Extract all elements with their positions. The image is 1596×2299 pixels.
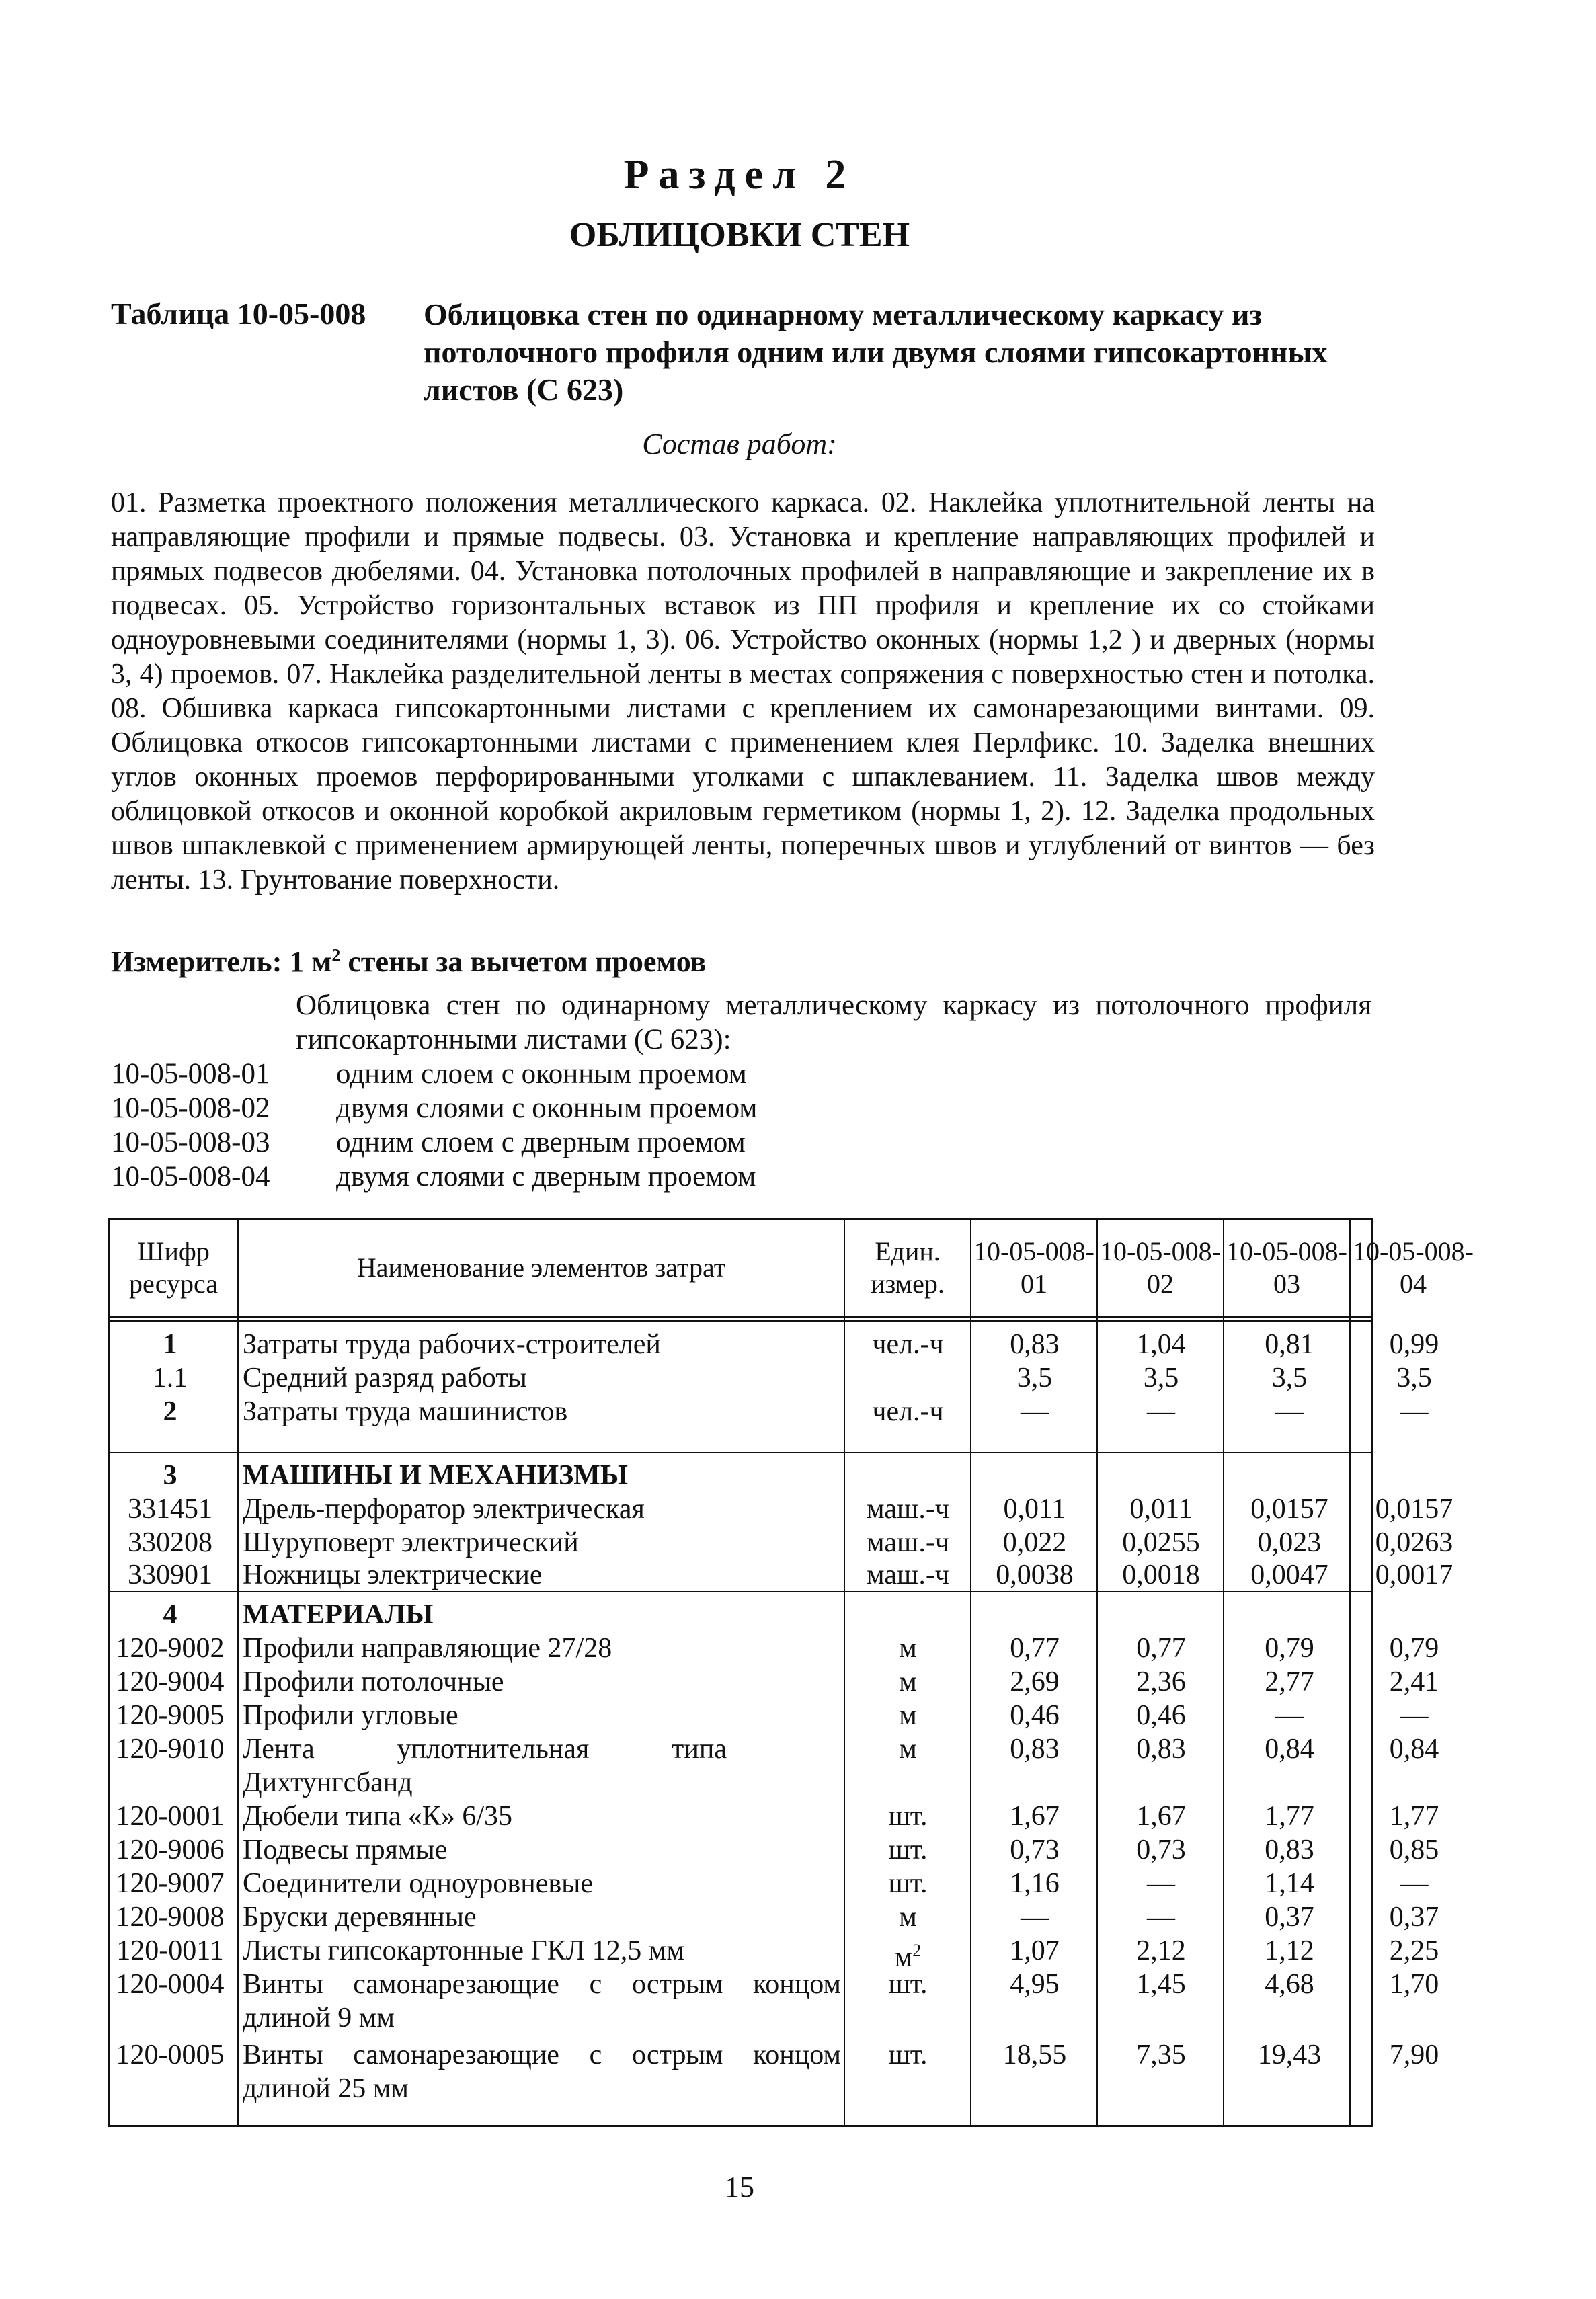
row-name: Листы гипсокартонные ГКЛ 12,5 мм: [243, 1935, 684, 1966]
row-v4: 2,41: [1389, 1666, 1439, 1697]
row-v2: 1,67: [1136, 1801, 1186, 1832]
row-v2: —: [1147, 1902, 1175, 1933]
row-v3: 0,023: [1257, 1527, 1322, 1558]
row-unit: маш.-ч: [867, 1494, 949, 1525]
row-v2: 0,46: [1136, 1700, 1186, 1731]
row-name: Бруски деревянные: [243, 1902, 477, 1933]
row-v1: 4,95: [1010, 1969, 1060, 2000]
unit-text: м: [894, 1942, 913, 1973]
row-v3: —: [1275, 1700, 1304, 1731]
row-name: Затраты труда машинистов: [243, 1396, 568, 1427]
norm-item: [111, 1125, 758, 1160]
row-v1: 0,46: [1010, 1700, 1060, 1731]
row-v3: 0,79: [1265, 1633, 1314, 1664]
row-name: Дрель-перфоратор электрическая: [243, 1494, 645, 1525]
norm-code: 10-05-008-02: [111, 1092, 270, 1124]
header-code: Шифр ресурса: [129, 1236, 218, 1299]
composition-text: 01. Разметка проектного положения металлического каркаса. 02. Наклейка уплотнительной ленты на направляющие профили и прямые подвесы. 03. Установка и крепление направляющих профилей и прямых подвесов дюбелями. 04. Установка потолочных профилей в направляющие и закрепление их в подвесах. 05. Устройство горизонтальных вставок из ПП профиля и крепление их со стойками одноуровневыми соединителями (нормы 1, 3). 06. Устройство оконных (нормы 1,2 ) и дверных (нормы 3, 4) проемов. 07. Наклейка разделительной ленты в местах сопряжения с поверхностью стен и потолка. 08. Обшивка каркаса гипсокартонными листами с креплением их самонарезающими винтами. 09. Облицовка откосов гипсокартонными листами с применением клея Перлфикс. 10. Заделка внешних углов оконных проемов перфорированными уголками с шпаклеванием. 11. Заделка швов между облицовкой откосов и оконной коробкой акриловым герметиком (нормы 1, 2). 12. Заделка продольных швов шпаклевкой с применением армирующей ленты, поперечных швов и углублений от винтов — без ленты. 13. Грунтование поверхности.: [111, 487, 1375, 895]
row-v1: 0,83: [1010, 1734, 1060, 1765]
row-v1: —: [1021, 1902, 1049, 1933]
row-v2: 2,12: [1136, 1935, 1186, 1966]
row-v4: 0,85: [1389, 1834, 1439, 1865]
row-v2: —: [1147, 1396, 1175, 1427]
row-v2: 2,36: [1136, 1666, 1186, 1697]
row-name: Подвесы прямые: [243, 1834, 448, 1865]
row-v1: 1,07: [1010, 1935, 1060, 1966]
row-code: 120-9005: [116, 1700, 225, 1731]
row-unit: шт.: [888, 1868, 928, 1899]
page-number: 15: [725, 2171, 754, 2204]
meter-suffix: стены за вычетом проемов: [340, 945, 707, 978]
row-v3: 0,81: [1265, 1329, 1314, 1360]
column-divider: [844, 1220, 845, 2125]
row-v4: 0,0263: [1375, 1527, 1453, 1558]
row-v1: 0,73: [1010, 1834, 1060, 1865]
row-unit: м: [899, 1666, 917, 1697]
row-code: 1.1: [152, 1363, 188, 1394]
row-unit: маш.-ч: [867, 1560, 949, 1590]
section-heading: МАТЕРИАЛЫ: [243, 1599, 434, 1630]
row-v2: 0,77: [1136, 1633, 1186, 1664]
row-v1: 0,011: [1003, 1494, 1066, 1525]
row-name: Дюбели типа «К» 6/35: [243, 1801, 513, 1832]
row-v4: —: [1400, 1396, 1429, 1427]
norm-item: [111, 1057, 758, 1091]
row-code: 3: [163, 1460, 177, 1491]
header-divider: [110, 1316, 1371, 1318]
row-code: 120-9010: [116, 1734, 225, 1765]
row-v3: 0,37: [1265, 1902, 1314, 1933]
row-v4: 0,0157: [1375, 1494, 1453, 1525]
header-unit: Един. измер.: [871, 1236, 945, 1299]
table-label: Таблица 10-05-008: [111, 296, 366, 331]
row-code: 120-9006: [116, 1834, 225, 1865]
row-v3: 0,83: [1265, 1834, 1314, 1865]
row-v4: 0,79: [1389, 1633, 1439, 1664]
row-v4: 0,99: [1389, 1329, 1439, 1360]
row-unit: шт.: [888, 1801, 928, 1832]
row-v2: 0,73: [1136, 1834, 1186, 1865]
row-code: 120-9004: [116, 1666, 225, 1697]
row-v1: 1,16: [1010, 1868, 1060, 1899]
row-unit: м: [899, 1902, 917, 1933]
row-v2: 3,5: [1143, 1363, 1179, 1394]
row-v1: 2,69: [1010, 1666, 1060, 1697]
row-v3: 1,12: [1265, 1935, 1314, 1966]
unit-sup: 2: [912, 1941, 922, 1960]
norm-text: одним слоем с оконным проемом: [336, 1058, 747, 1090]
header-name: Наименование элементов затрат: [356, 1252, 726, 1283]
norms-list: [111, 1057, 758, 1194]
row-code: 120-9007: [116, 1868, 225, 1899]
row-v2: 0,0018: [1122, 1560, 1200, 1590]
header-v2: 10-05-008-02: [1100, 1236, 1221, 1299]
row-name: Винты самонарезающие с острым концом длиной 9 мм: [243, 1969, 841, 2033]
row-code: 120-0001: [116, 1801, 225, 1832]
row-name: Соединители одноуровневые: [243, 1868, 594, 1899]
row-unit: шт.: [888, 2040, 928, 2070]
row-name: Ножницы электрические: [243, 1560, 543, 1590]
row-v4: 7,90: [1389, 2040, 1439, 2070]
row-v3: 19,43: [1257, 2040, 1322, 2070]
composition-heading: Состав работ:: [642, 428, 837, 460]
row-v3: 0,84: [1265, 1734, 1314, 1765]
row-v1: 0,022: [1002, 1527, 1067, 1558]
row-v1: 0,77: [1010, 1633, 1060, 1664]
row-v4: 0,84: [1389, 1734, 1439, 1765]
row-v2: 1,04: [1136, 1329, 1186, 1360]
norm-text: двумя слоями с дверным проемом: [336, 1161, 756, 1193]
meter-line: [111, 944, 706, 979]
row-name: Винты самонарезающие с острым концом длиной 25 мм: [243, 2040, 841, 2104]
row-code: 2: [163, 1396, 177, 1427]
row-unit: чел.-ч: [872, 1396, 944, 1427]
row-v3: 1,14: [1265, 1868, 1314, 1899]
row-v3: —: [1275, 1396, 1304, 1427]
row-v1: —: [1021, 1396, 1049, 1427]
column-divider: [237, 1220, 239, 2125]
row-v2: 0,83: [1136, 1734, 1186, 1765]
row-v3: 0,0157: [1250, 1494, 1328, 1525]
row-v4: 0,0017: [1375, 1560, 1453, 1590]
header-divider: [110, 1320, 1371, 1322]
row-code: 330208: [128, 1527, 212, 1558]
row-code: 4: [163, 1599, 177, 1630]
row-unit: шт.: [888, 1969, 928, 2000]
norm-text: двумя слоями с оконным проемом: [336, 1092, 758, 1124]
row-v1: 0,0038: [996, 1560, 1074, 1590]
row-v2: —: [1147, 1868, 1175, 1899]
section-heading: МАШИНЫ И МЕХАНИЗМЫ: [243, 1460, 629, 1491]
row-name: Профили направляющие 27/28: [243, 1633, 612, 1664]
row-v1: 18,55: [1002, 2040, 1067, 2070]
meter-prefix: Измеритель: 1 м: [111, 945, 332, 978]
row-name: Шуруповерт электрический: [243, 1527, 579, 1558]
header-v3: 10-05-008-03: [1226, 1236, 1347, 1299]
row-v4: 3,5: [1396, 1363, 1432, 1394]
row-v4: 1,70: [1389, 1969, 1439, 2000]
row-code: 120-0004: [116, 1969, 225, 2000]
row-name: Средний разряд работы: [243, 1363, 527, 1394]
row-name: Затраты труда рабочих-строителей: [243, 1329, 661, 1360]
row-unit: м: [899, 1734, 917, 1765]
section-label: Раздел 2: [623, 152, 856, 198]
row-unit: чел.-ч: [872, 1329, 944, 1360]
row-code: 120-0011: [116, 1935, 224, 1966]
row-v3: 1,77: [1265, 1801, 1314, 1832]
norms-description: Облицовка стен по одинарному металлическому каркасу из потолочного профиля гипсокартонными листами (С 623):: [296, 990, 1371, 1055]
row-v3: 2,77: [1265, 1666, 1314, 1697]
norm-item: [111, 1160, 758, 1194]
row-v1: 0,83: [1010, 1329, 1060, 1360]
norm-code: 10-05-008-03: [111, 1127, 270, 1158]
resource-table: [108, 1218, 1474, 2127]
row-code: 1: [163, 1329, 177, 1360]
row-v4: 0,37: [1389, 1902, 1439, 1933]
row-v3: 0,0047: [1250, 1560, 1328, 1590]
row-v4: 2,25: [1389, 1935, 1439, 1966]
norm-item: [111, 1091, 758, 1125]
row-v1: 3,5: [1016, 1363, 1053, 1394]
column-divider: [970, 1220, 971, 2125]
row-unit: шт.: [888, 1834, 928, 1865]
row-name: Профили потолочные: [243, 1666, 504, 1697]
norm-text: одним слоем с дверным проемом: [336, 1127, 746, 1158]
table-title: Облицовка стен по одинарному металлическому каркасу из потолочного профиля одним или двумя слоями гипсокартонных листов (С 623): [424, 297, 1328, 407]
row-code: 330901: [128, 1560, 212, 1590]
norm-code: 10-05-008-04: [111, 1161, 270, 1193]
header-v4: 10-05-008-04: [1353, 1236, 1474, 1299]
norm-code: 10-05-008-01: [111, 1058, 270, 1090]
section-title: ОБЛИЦОВКИ СТЕН: [569, 216, 910, 254]
row-v3: 3,5: [1271, 1363, 1308, 1394]
row-v4: 1,77: [1389, 1801, 1439, 1832]
row-unit: маш.-ч: [867, 1527, 949, 1558]
row-v2: 7,35: [1136, 2040, 1186, 2070]
row-name: Лента уплотнительная типа Дихтунгсбанд: [243, 1734, 727, 1798]
row-unit: м: [899, 1633, 917, 1664]
row-v2: 0,011: [1129, 1494, 1193, 1525]
row-code: 331451: [128, 1494, 212, 1525]
row-code: 120-9002: [116, 1633, 225, 1664]
meter-sup: 2: [331, 945, 341, 965]
row-v3: 4,68: [1265, 1969, 1314, 2000]
row-v4: —: [1400, 1700, 1429, 1731]
row-unit: м: [899, 1700, 917, 1731]
row-code: 120-0005: [116, 2040, 225, 2070]
row-name: Профили угловые: [243, 1700, 458, 1731]
header-v1: 10-05-008-01: [973, 1236, 1094, 1299]
row-code: 120-9008: [116, 1902, 225, 1933]
row-v2: 0,0255: [1122, 1527, 1200, 1558]
row-v4: —: [1400, 1868, 1429, 1899]
row-v2: 1,45: [1136, 1969, 1186, 2000]
row-v1: 1,67: [1010, 1801, 1060, 1832]
group-divider: [110, 1452, 1371, 1453]
